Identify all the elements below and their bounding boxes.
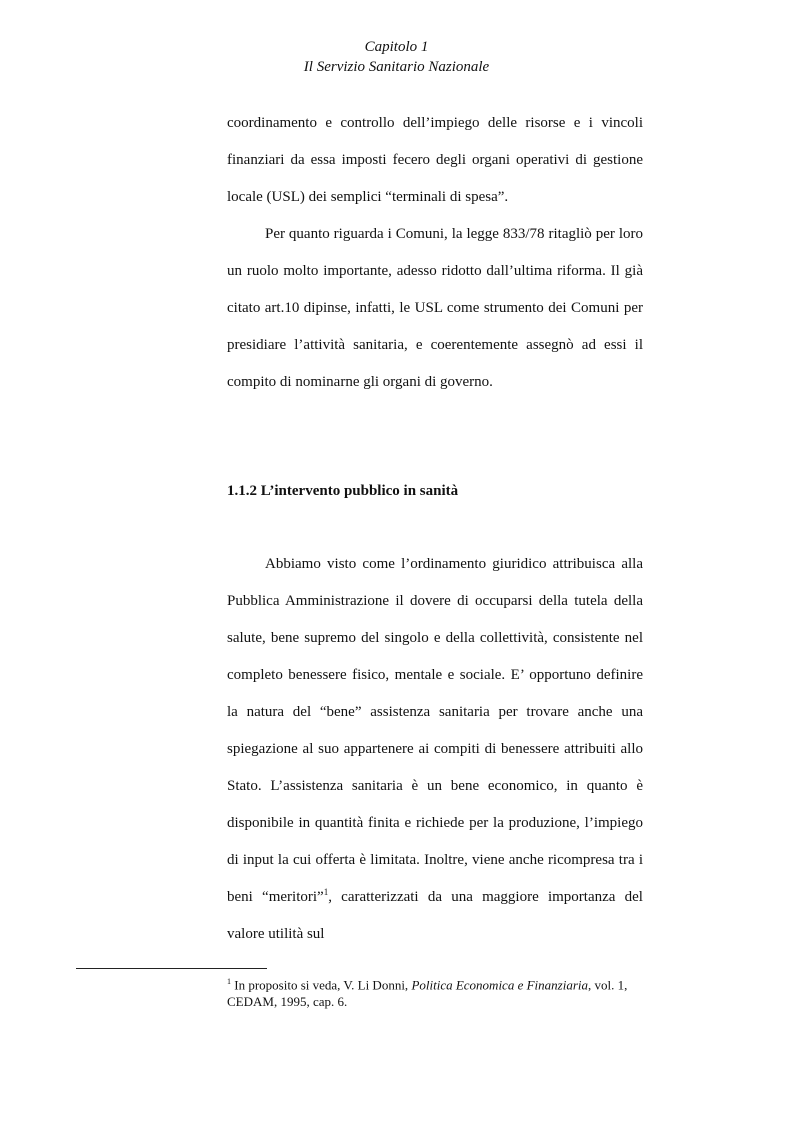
footnote-text-before: In proposito si veda, V. Li Donni, — [231, 977, 412, 993]
chapter-label: Capitolo 1 — [364, 39, 429, 55]
footnote-book-title: Politica Economica e Finanziaria — [411, 977, 588, 993]
footnote-divider — [76, 968, 267, 969]
section-heading: 1.1.2 L’intervento pubblico in sanità — [227, 483, 459, 499]
footnote-number: 1 — [227, 977, 231, 986]
paragraph-text: coordinamento e controllo dell’impiego delle risorse e i vincoli finanziari da essa imposti fecero degli organi operativi di gestione locale (USL) dei semplici “terminali di spesa”. — [227, 115, 643, 205]
paragraph-continued — [227, 105, 643, 216]
running-header — [0, 37, 793, 77]
paragraph-comuni — [227, 216, 643, 401]
paragraph-text-after-ref: , caratterizzati da una maggiore importanza del valore utilità sul — [227, 889, 643, 942]
paragraph-text-before-ref: Abbiamo visto come l’ordinamento giuridico attribuisca alla Pubblica Amministrazione il dovere di occuparsi della tutela della salute, bene supremo del singolo e della collettività, consistente nel completo benessere fisico, mentale e sociale. E’ opportuno definire la natura del “bene” assistenza sanitaria per trovare anche una spiegazione al suo appartenere ai compiti di benessere attribuiti allo Stato. L’assistenza sanitaria è un bene economico, in quanto è disponibile in quantità finita e richiede per la produzione, l’impiego di input la cui offerta è limitata. Inoltre, viene anche ricompresa tra i beni “meritori” — [227, 556, 643, 905]
chapter-title: Il Servizio Sanitario Nazionale — [303, 59, 490, 75]
footnote-text-after: , vol. 1, CEDAM, 1995, cap. 6. — [227, 977, 628, 1010]
paragraph-text — [227, 546, 643, 953]
paragraph-text: Per quanto riguarda i Comuni, la legge 833/78 ritagliò per loro un ruolo molto importante, adesso ridotto dall’ultima riforma. Il già citato art.10 dipinse, infatti, le USL come strumento dei Comuni per presidiare l’attività sanitaria, e coerentemente assegnò ad essi il compito di nominarne gli organi di governo. — [227, 226, 643, 390]
paragraph-intervento — [227, 546, 643, 953]
footnote-reference[interactable]: 1 — [323, 887, 329, 897]
footnote — [227, 973, 643, 1010]
